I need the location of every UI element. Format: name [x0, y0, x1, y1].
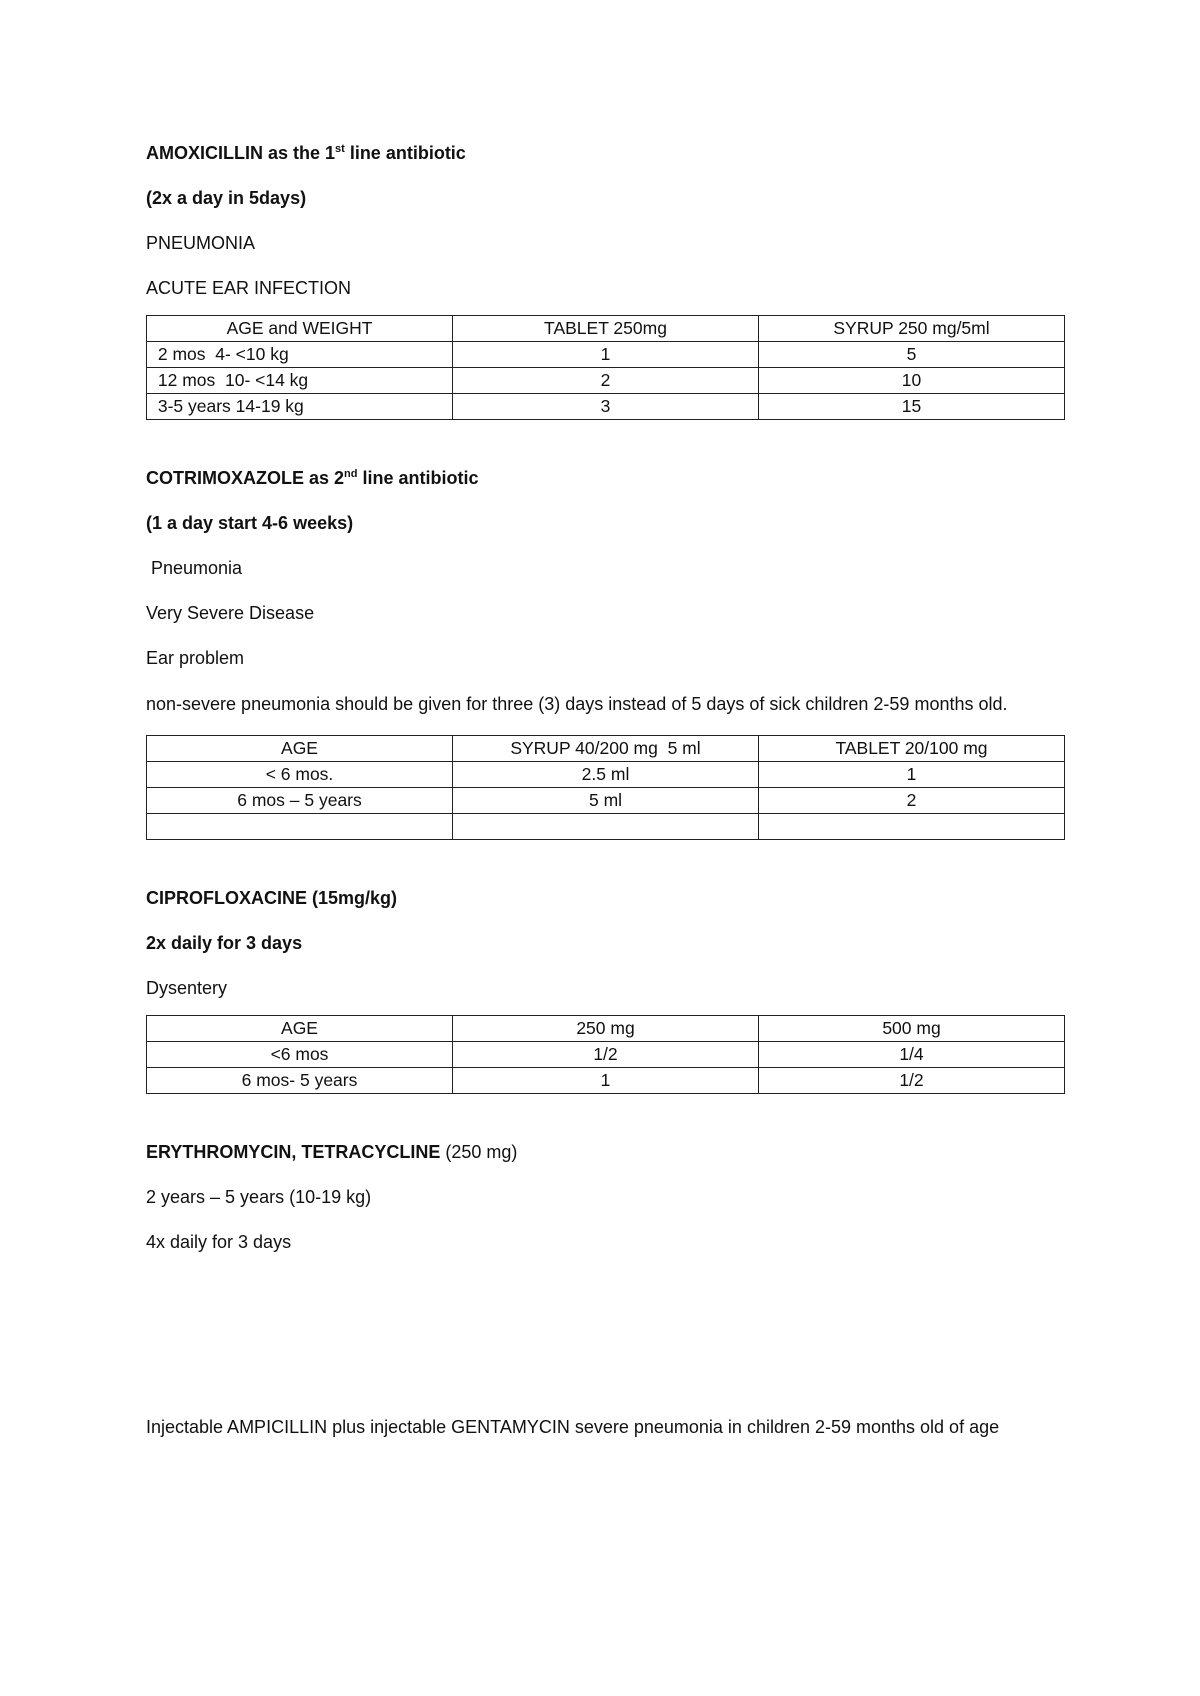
injectable-note: Injectable AMPICILLIN plus injectable GENTAMYCIN severe pneumonia in children 2-59 months old of age — [146, 1417, 1000, 1437]
table-cell: 15 — [759, 394, 1065, 420]
table-row-empty — [147, 814, 1065, 840]
cotrimoxazole-title-text: COTRIMOXAZOLE as 2 — [146, 468, 345, 488]
table-cell: 1 — [759, 762, 1065, 788]
table-cell: 2 — [759, 788, 1065, 814]
cotrimoxazole-title-sup: nd — [344, 468, 358, 480]
amoxicillin-dosing: (2x a day in 5days) — [146, 188, 307, 208]
table-header-cell: AGE — [147, 1016, 453, 1042]
cotrimoxazole-dosing: (1 a day start 4-6 weeks) — [146, 513, 354, 533]
table-cell: 5 — [759, 342, 1065, 368]
table-header-cell: SYRUP 250 mg/5ml — [759, 316, 1065, 342]
amoxicillin-title-text: AMOXICILLIN as the 1 — [146, 143, 336, 163]
table-row — [147, 1042, 1065, 1068]
erythromycin-dosing: 4x daily for 3 days — [146, 1232, 292, 1252]
cotrimoxazole-indication-very-severe: Very Severe Disease — [146, 603, 315, 623]
table-cell: 1/4 — [759, 1042, 1065, 1068]
table-cell — [453, 814, 759, 840]
ciprofloxacine-dose-table — [146, 1015, 1065, 1094]
table-cell: < 6 mos. — [147, 762, 453, 788]
table-header-cell: TABLET 20/100 mg — [759, 736, 1065, 762]
table-cell: 1/2 — [759, 1068, 1065, 1094]
table-cell: 12 mos 10- <14 kg — [147, 368, 453, 394]
cotrimoxazole-indication-ear: Ear problem — [146, 648, 245, 668]
amoxicillin-title-sup: st — [335, 143, 345, 155]
table-header-row — [147, 736, 1065, 762]
table-cell — [147, 814, 453, 840]
table-row — [147, 788, 1065, 814]
document-page — [146, 140, 1066, 1461]
table-header-row — [147, 1016, 1065, 1042]
table-cell: 3 — [453, 394, 759, 420]
ciprofloxacine-indication: Dysentery — [146, 978, 228, 998]
table-header-cell: 500 mg — [759, 1016, 1065, 1042]
table-row — [147, 342, 1065, 368]
amoxicillin-title — [146, 140, 1066, 166]
table-row — [147, 762, 1065, 788]
ciprofloxacine-dosing: 2x daily for 3 days — [146, 933, 303, 953]
table-header-row — [147, 316, 1065, 342]
amoxicillin-indication-ear: ACUTE EAR INFECTION — [146, 278, 352, 298]
erythromycin-title-bold: ERYTHROMYCIN, TETRACYCLINE — [146, 1142, 441, 1162]
table-cell: 3-5 years 14-19 kg — [147, 394, 453, 420]
table-cell: 6 mos- 5 years — [147, 1068, 453, 1094]
cotrimoxazole-dose-table — [146, 735, 1065, 840]
cotrimoxazole-title-rest: line antibiotic — [357, 468, 479, 488]
blank-space — [146, 1274, 1066, 1412]
table-row — [147, 394, 1065, 420]
table-cell: 2 — [453, 368, 759, 394]
table-cell: 6 mos – 5 years — [147, 788, 453, 814]
cotrimoxazole-indication-pneumonia: Pneumonia — [146, 558, 243, 578]
erythromycin-age: 2 years – 5 years (10-19 kg) — [146, 1187, 372, 1207]
table-cell: 2 mos 4- <10 kg — [147, 342, 453, 368]
cotrimoxazole-note: non-severe pneumonia should be given for three (3) days instead of 5 days of sick children 2-59 months old. — [146, 694, 1008, 714]
erythromycin-title — [146, 1139, 1066, 1165]
table-cell: 1 — [453, 1068, 759, 1094]
erythromycin-section — [146, 1139, 1066, 1255]
table-header-cell: 250 mg — [453, 1016, 759, 1042]
ciprofloxacine-title: CIPROFLOXACINE (15mg/kg) — [146, 888, 398, 908]
ciprofloxacine-section — [146, 885, 1066, 1094]
table-cell: 1 — [453, 342, 759, 368]
table-cell: 1/2 — [453, 1042, 759, 1068]
table-header-cell: AGE and WEIGHT — [147, 316, 453, 342]
cotrimoxazole-section — [146, 465, 1066, 840]
cotrimoxazole-title — [146, 465, 1066, 491]
table-cell: <6 mos — [147, 1042, 453, 1068]
table-header-cell: SYRUP 40/200 mg 5 ml — [453, 736, 759, 762]
table-row — [147, 368, 1065, 394]
erythromycin-title-dose: (250 mg) — [440, 1142, 518, 1162]
table-cell: 10 — [759, 368, 1065, 394]
table-header-cell: TABLET 250mg — [453, 316, 759, 342]
amoxicillin-indication-pneumonia: PNEUMONIA — [146, 233, 256, 253]
amoxicillin-dose-table — [146, 315, 1065, 420]
table-row — [147, 1068, 1065, 1094]
table-cell: 5 ml — [453, 788, 759, 814]
table-cell: 2.5 ml — [453, 762, 759, 788]
table-cell — [759, 814, 1065, 840]
amoxicillin-title-rest: line antibiotic — [344, 143, 466, 163]
amoxicillin-section — [146, 140, 1066, 420]
table-header-cell: AGE — [147, 736, 453, 762]
